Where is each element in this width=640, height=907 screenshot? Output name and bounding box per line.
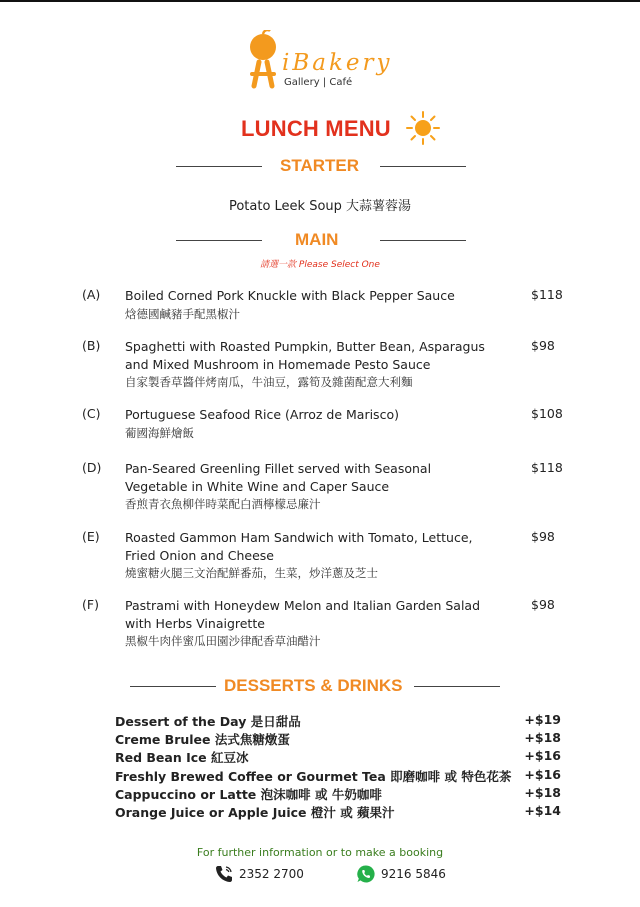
dessert-price: +$18 bbox=[524, 730, 561, 745]
item-letter: (D) bbox=[82, 460, 102, 475]
item-name-zh: 黑椒牛肉伴蜜瓜田園沙律配香草油醋汁 bbox=[125, 634, 321, 648]
divider-line bbox=[380, 166, 466, 167]
orange-figure-icon bbox=[246, 30, 286, 92]
dessert-price: +$16 bbox=[524, 767, 561, 782]
item-letter: (A) bbox=[82, 287, 101, 302]
page-title: LUNCH MENU bbox=[241, 116, 391, 141]
dessert-row bbox=[115, 712, 561, 730]
item-name-zh: 自家製香草醬伴烤南瓜，牛油豆，露筍及雜菌配意大利麵 bbox=[125, 375, 413, 389]
item-name-en: Pastrami with Honeydew Melon and Italian Garden Salad with Herbs Vinaigrette bbox=[125, 598, 481, 631]
main-heading: MAIN bbox=[295, 230, 339, 249]
item-name bbox=[125, 597, 497, 651]
select-note: 請選一款 Please Select One bbox=[260, 260, 380, 270]
item-name-en: Portuguese Seafood Rice (Arroz de Marisco) bbox=[125, 407, 399, 422]
divider-line bbox=[380, 240, 466, 241]
phone-number: 2352 2700 bbox=[239, 867, 304, 881]
divider-line bbox=[414, 686, 500, 687]
divider-line bbox=[176, 240, 262, 241]
desserts-section-header bbox=[130, 676, 500, 696]
whatsapp-contact[interactable] bbox=[356, 864, 446, 884]
item-price: $98 bbox=[531, 597, 555, 612]
phone-icon bbox=[214, 864, 234, 884]
item-name-en: Roasted Gammon Ham Sandwich with Tomato, Lettuce, Fried Onion and Cheese bbox=[125, 530, 473, 563]
starter-section-header bbox=[176, 156, 466, 176]
item-name-en: Pan-Seared Greenling Fillet served with Seasonal Vegetable in White Wine and Caper Sauce bbox=[125, 461, 432, 494]
item-name-en: Spaghetti with Roasted Pumpkin, Butter Bean, Asparagus and Mixed Mushroom in Homemade Pesto Sauce bbox=[125, 339, 485, 372]
booking-note: For further information or to make a booking bbox=[196, 846, 444, 859]
dessert-row bbox=[115, 748, 561, 766]
top-border bbox=[0, 0, 640, 2]
desserts-heading: DESSERTS & DRINKS bbox=[224, 676, 403, 695]
sun-icon bbox=[405, 110, 441, 146]
dessert-name: Orange Juice or Apple Juice 橙汁 或 蘋果汁 bbox=[115, 805, 395, 820]
divider-line bbox=[130, 686, 216, 687]
dessert-name: Red Bean Ice 紅豆冰 bbox=[115, 750, 249, 765]
dessert-price: +$19 bbox=[524, 712, 561, 727]
item-price: $118 bbox=[531, 460, 563, 475]
item-letter: (B) bbox=[82, 338, 101, 353]
item-letter: (F) bbox=[82, 597, 99, 612]
item-price: $98 bbox=[531, 529, 555, 544]
main-section-header bbox=[176, 230, 466, 250]
starter-heading: STARTER bbox=[280, 156, 360, 175]
whatsapp-icon bbox=[356, 864, 376, 884]
dessert-name: Dessert of the Day 是日甜品 bbox=[115, 714, 301, 729]
item-price: $118 bbox=[531, 287, 563, 302]
logo-wordmark: iBakery bbox=[282, 50, 393, 76]
dessert-name: Freshly Brewed Coffee or Gourmet Tea 即磨咖啡 或 特色花茶 bbox=[115, 769, 512, 784]
item-name bbox=[125, 529, 497, 583]
dessert-row bbox=[115, 767, 561, 785]
whatsapp-number: 9216 5846 bbox=[381, 867, 446, 881]
dessert-price: +$16 bbox=[524, 748, 561, 763]
item-name-en: Boiled Corned Pork Knuckle with Black Pepper Sauce bbox=[125, 288, 455, 303]
dessert-row bbox=[115, 803, 561, 821]
item-letter: (C) bbox=[82, 406, 101, 421]
divider-line bbox=[176, 166, 262, 167]
item-price: $98 bbox=[531, 338, 555, 353]
dessert-name: Creme Brulee 法式焦糖燉蛋 bbox=[115, 732, 290, 747]
item-name bbox=[125, 287, 497, 323]
logo-subtitle: Gallery | Café bbox=[284, 77, 353, 88]
phone-contact[interactable] bbox=[214, 864, 304, 884]
item-name bbox=[125, 460, 497, 514]
item-name-zh: 焓德國鹹豬手配黑椒汁 bbox=[125, 306, 240, 321]
item-name-zh: 香煎青衣魚柳伴時菜配白酒檸檬忌廉汁 bbox=[125, 497, 321, 511]
dessert-row bbox=[115, 785, 561, 803]
item-letter: (E) bbox=[82, 529, 100, 544]
item-name bbox=[125, 406, 497, 442]
ibakery-logo bbox=[246, 30, 396, 92]
item-name-zh: 燒蜜糖火腿三文治配鮮番茄，生菜，炒洋蔥及芝士 bbox=[125, 566, 378, 580]
item-name bbox=[125, 338, 497, 392]
item-price: $108 bbox=[531, 406, 563, 421]
dessert-row bbox=[115, 730, 561, 748]
dessert-name: Cappuccino or Latte 泡沫咖啡 或 牛奶咖啡 bbox=[115, 787, 382, 802]
item-name-zh: 葡國海鮮燴飯 bbox=[125, 425, 194, 440]
starter-item: Potato Leek Soup 大蒜薯蓉湯 bbox=[228, 199, 412, 214]
dessert-price: +$14 bbox=[524, 803, 561, 818]
dessert-price: +$18 bbox=[524, 785, 561, 800]
